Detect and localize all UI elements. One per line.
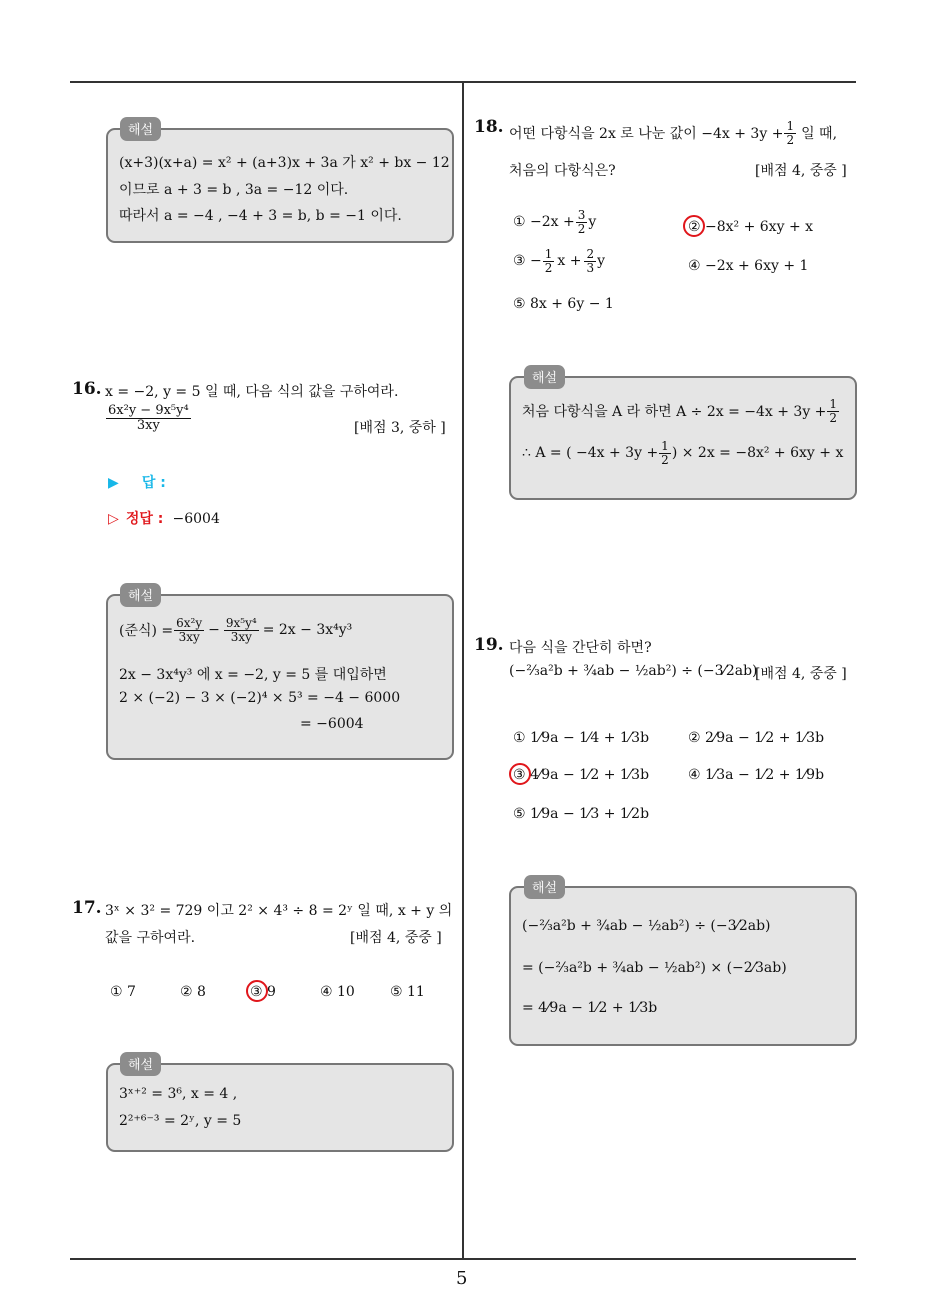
q19-choice-1[interactable]: ① 1⁄9a − 1⁄4 + 1⁄3b xyxy=(513,730,650,746)
q18-c1-num: 3 xyxy=(577,208,586,222)
q18-selected-mark xyxy=(683,215,705,237)
solution-box-17 xyxy=(106,1063,454,1152)
answer-row xyxy=(108,472,166,492)
q19-choice-4[interactable]: ④ 1⁄3a − 1⁄2 + 1⁄9b xyxy=(688,767,825,783)
solution-tag-18: 해설 xyxy=(524,365,565,389)
correct-arrow-icon: ▷ xyxy=(108,511,119,527)
sol18-line-1 xyxy=(522,398,840,424)
q18-c3-tail: y xyxy=(597,253,606,270)
solution-tag-16: 해설 xyxy=(120,583,161,607)
q19-choice-2[interactable]: ② 2⁄9a − 1⁄2 + 1⁄3b xyxy=(688,730,825,746)
sol16-f1-num: 6x²y xyxy=(176,616,203,630)
q17-line-1: 3ˣ × 3² = 729 이고 2² × 4³ ÷ 8 = 2ʸ 일 때, x + y 의 xyxy=(105,903,453,919)
q16-meta: [배점 3, 중하 ] xyxy=(354,420,446,436)
sol18-line2-num: 1 xyxy=(661,439,669,453)
q17-choice-3[interactable]: ③ 9 xyxy=(250,984,276,1000)
sol16-line-4: = −6004 xyxy=(300,716,364,732)
page-number: 5 xyxy=(456,1268,468,1289)
q18-line1-prefix: 어떤 다항식을 2x 로 나눈 값이 −4x + 3y + xyxy=(509,126,784,143)
sol18-line2-prefix: ∴ A = ( −4x + 3y + xyxy=(522,445,659,462)
q18-c3-d1: 2 xyxy=(544,260,553,275)
q17-meta: [배점 4, 중중 ] xyxy=(350,930,442,946)
solution-tag-17: 해설 xyxy=(120,1052,161,1076)
q19-choice-3[interactable]: ③ 4⁄9a − 1⁄2 + 1⁄3b xyxy=(513,767,650,783)
q16-expr-num: 6x²y − 9x⁵y⁴ xyxy=(108,403,189,418)
q18-meta: [배점 4, 중중 ] xyxy=(755,163,847,179)
q18-c1-text: ① −2x + xyxy=(513,214,575,231)
q17-choice-2[interactable]: ② 8 xyxy=(180,984,206,1000)
q17-choice-4[interactable]: ④ 10 xyxy=(320,984,355,1000)
q17-line-2: 값을 구하여라. xyxy=(105,930,196,946)
q16-expression xyxy=(105,404,192,432)
sol17-line-1: 3ˣ⁺² = 3⁶, x = 4 , xyxy=(119,1086,238,1102)
solution-tag-19: 해설 xyxy=(524,875,565,899)
sol19-line-1: (−⅔a²b + ¾ab − ½ab²) ÷ (−3⁄2ab) xyxy=(522,918,771,934)
q18-choice-4[interactable]: ④ −2x + 6xy + 1 xyxy=(688,258,809,274)
question-number-18: 18. xyxy=(474,117,504,137)
sol18-line2-den: 2 xyxy=(661,452,669,467)
q17-choice-5[interactable]: ⑤ 11 xyxy=(390,984,425,1000)
sol18-line1-den: 2 xyxy=(829,410,838,425)
sol16-line1-suffix: = 2x − 3x⁴y³ xyxy=(262,622,353,639)
q18-c3-d2: 3 xyxy=(586,260,595,275)
q18-frac-den: 2 xyxy=(786,132,795,147)
sol16-line1-prefix: (준식) = xyxy=(119,623,174,640)
sol16-line-1: (준식) = $\frac{\text{6x²y}}{3xy}$ − $\frac{\text{9x⁵y⁴}}{3xy}$ = 2x − 3x⁴y³ xyxy=(119,616,353,644)
q18-c1-den: 2 xyxy=(577,221,586,236)
q18-line-2: 처음의 다항식은? xyxy=(509,163,616,179)
q18-choice-2[interactable]: ② −8x² + 6xy + x xyxy=(688,219,814,235)
q17-selected-mark xyxy=(246,980,268,1002)
q18-c1-tail: y xyxy=(588,214,597,231)
question-number-19: 19. xyxy=(474,635,504,655)
q19-selected-mark xyxy=(509,763,531,785)
center-divider xyxy=(462,83,464,1259)
q19-line-1: 다음 식을 간단히 하면? xyxy=(509,640,652,656)
sol18-line1-num: 1 xyxy=(829,397,838,411)
q19-choice-5[interactable]: ⑤ 1⁄9a − 1⁄3 + 1⁄2b xyxy=(513,806,650,822)
bottom-rule xyxy=(70,1258,856,1260)
sol16-f1-den: 3xy xyxy=(178,629,200,644)
answer-arrow-icon: ▶ xyxy=(108,475,119,491)
answer-label: 답 : xyxy=(141,475,166,491)
sol18-line-2 xyxy=(522,440,843,466)
q18-line1-suffix: 일 때, xyxy=(801,126,838,143)
q19-line-2: (−⅔a²b + ¾ab − ½ab²) ÷ (−3⁄2ab) xyxy=(509,663,758,679)
q18-c3-mid: x + xyxy=(557,253,582,270)
sol15-line-1: (x+3)(x+a) = x² + (a+3)x + 3a 가 x² + bx − 12 xyxy=(119,155,450,171)
sol15-line-3: 따라서 a = −4 , −4 + 3 = b, b = −1 이다. xyxy=(119,208,402,224)
sol16-f2-num: 9x⁵y⁴ xyxy=(225,616,257,630)
sol16-line-2: 2x − 3x⁴y³ 에 x = −2, y = 5 를 대입하면 xyxy=(119,667,387,683)
q18-c3-n2: 2 xyxy=(586,247,595,261)
sol18-line2-suffix: ) × 2x = −8x² + 6xy + x xyxy=(671,445,844,462)
q18-choice-5[interactable]: ⑤ 8x + 6y − 1 xyxy=(513,296,614,312)
q18-frac-num: 1 xyxy=(786,119,795,133)
q16-prompt: x = −2, y = 5 일 때, 다음 식의 값을 구하여라. xyxy=(105,384,399,400)
sol16-f2-den: 3xy xyxy=(230,629,252,644)
q17-choice-1[interactable]: ① 7 xyxy=(110,984,136,1000)
question-number-16: 16. xyxy=(72,379,102,399)
question-number-17: 17. xyxy=(72,898,102,918)
solution-tag-15: 해설 xyxy=(120,117,161,141)
sol19-line-2: = (−⅔a²b + ¾ab − ½ab²) × (−2⁄3ab) xyxy=(522,960,787,976)
correct-label: 정답 : xyxy=(125,511,164,527)
q18-choice-3[interactable] xyxy=(513,248,605,274)
sol16-line-3: 2 × (−2) − 3 × (−2)⁴ × 5³ = −4 − 6000 xyxy=(119,690,401,706)
correct-answer-row xyxy=(108,508,220,528)
solution-box-18 xyxy=(509,376,857,500)
sol19-line-3: = 4⁄9a − 1⁄2 + 1⁄3b xyxy=(522,1000,658,1016)
sol17-line-2: 2²⁺⁶⁻³ = 2ʸ, y = 5 xyxy=(119,1113,242,1129)
q18-c3-text: ③ − xyxy=(513,253,542,270)
correct-value: −6004 xyxy=(172,511,220,527)
q18-choice-1[interactable] xyxy=(513,209,596,235)
sol15-line-2: 이므로 a + 3 = b , 3a = −12 이다. xyxy=(119,182,349,198)
q16-expr-den: 3xy xyxy=(136,417,160,433)
sol18-line1-prefix: 처음 다항식을 A 라 하면 A ÷ 2x = −4x + 3y + xyxy=(522,404,827,421)
q18-c3-n1: 1 xyxy=(544,247,553,261)
q18-line-1 xyxy=(509,120,837,146)
q19-meta: [배점 4, 중중 ] xyxy=(755,666,847,682)
